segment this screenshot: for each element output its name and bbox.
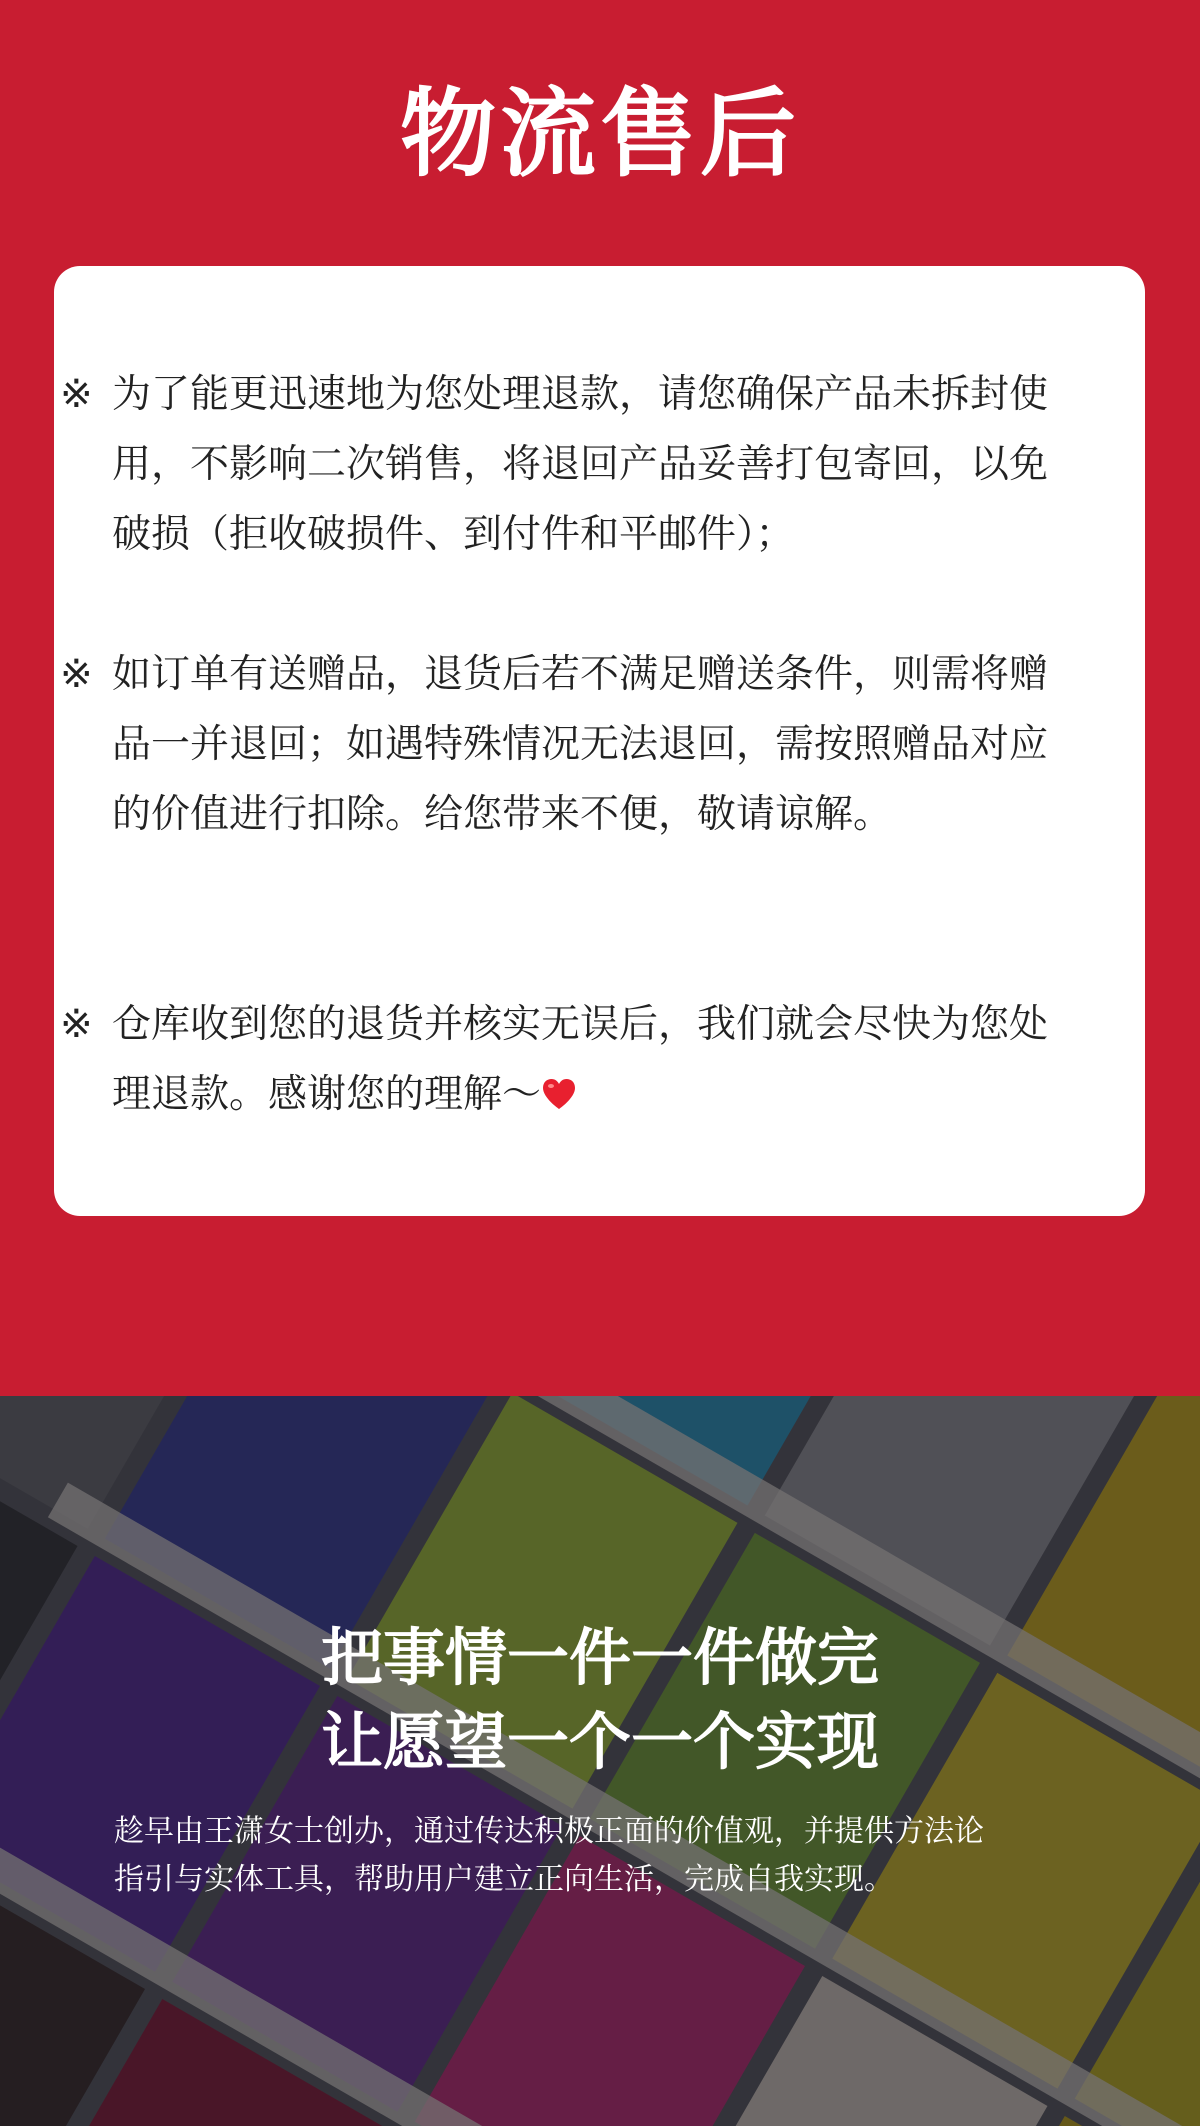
reference-mark-icon: ※ <box>60 372 93 417</box>
brand-banner <box>0 1396 1200 2126</box>
notice-text: 仓库收到您的退货并核实无误后，我们就会尽快为您处理退款。感谢您的理解～ <box>112 1002 1049 1117</box>
reference-mark-icon: ※ <box>60 652 93 697</box>
slogan-line: 让愿望一个一个实现 <box>320 1705 879 1778</box>
page-title: 物流售后 <box>400 78 800 190</box>
heart-icon <box>541 1077 577 1111</box>
reference-mark-icon: ※ <box>60 1002 93 1047</box>
notice-text: 如订单有送赠品，退货后若不满足赠送条件，则需将赠品一并退回；如遇特殊情况无法退回，需按照赠品对应的价值进行扣除。给您带来不便，敬请谅解。 <box>112 652 1049 837</box>
notice-item <box>60 360 1060 570</box>
brand-description: 指引与实体工具，帮助用户建立正向生活，完成自我实现。 <box>114 1862 894 1897</box>
notice-item <box>60 990 1060 1130</box>
brand-description: 趁早由王潇女士创办，通过传达积极正面的价值观，并提供方法论 <box>114 1814 984 1849</box>
notice-item <box>60 640 1060 850</box>
notice-text-wrap <box>60 990 1060 1130</box>
notice-text: 为了能更迅速地为您处理退款，请您确保产品未拆封使用，不影响二次销售，将退回产品妥善打包寄回，以免破损（拒收破损件、到付件和平邮件）； <box>112 372 1049 557</box>
slogan-line: 把事情一件一件做完 <box>320 1621 879 1694</box>
